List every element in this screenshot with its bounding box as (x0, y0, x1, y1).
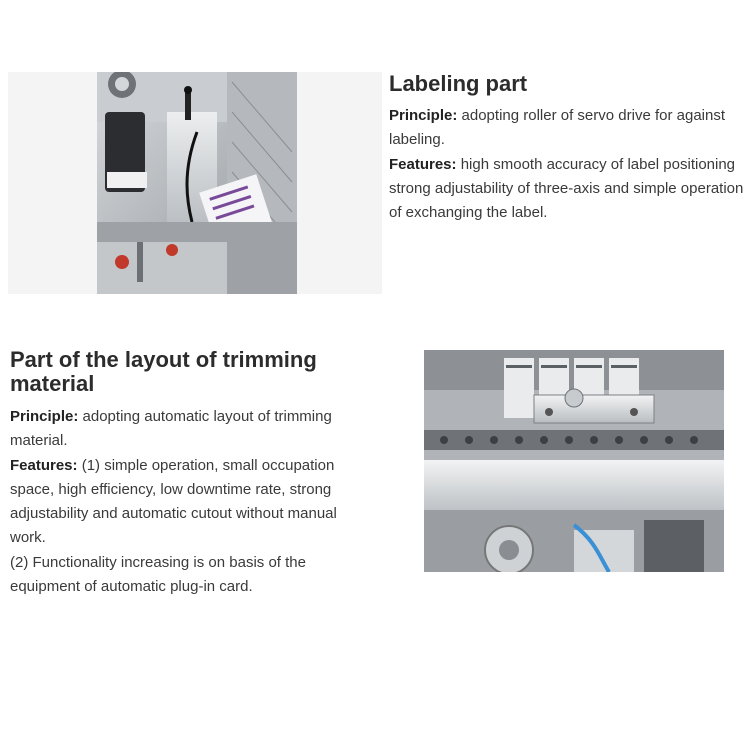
labeling-photo-background (8, 72, 382, 294)
trimming-description (10, 405, 370, 599)
features-label: Features: (10, 456, 78, 474)
trimming-extra: (2) Functionality increasing is on basis of the equipment of automatic plug-in card. (10, 553, 306, 596)
labeling-title: Labeling part (389, 71, 528, 96)
trimming-features (10, 454, 370, 551)
trimming-principle (10, 405, 370, 454)
principle-text: adopting automatic layout of trimming material. (10, 408, 332, 450)
principle-label: Principle: (389, 107, 458, 124)
labeling-description (389, 104, 750, 225)
principle-label: Principle: (10, 408, 79, 425)
principle-text: adopting roller of servo drive for against labeling. (389, 107, 726, 149)
labeling-principle (389, 104, 750, 153)
labeling-features (389, 153, 750, 226)
features-text: high smooth accuracy of label positioning strong adjustability of three-axis and simple operation of exchanging the label. (389, 155, 744, 222)
labeling-machine-photo (97, 72, 297, 294)
features-label: Features: (389, 155, 457, 173)
trimming-machine-photo (424, 350, 724, 572)
trimming-title: Part of the layout of trimming material (10, 347, 317, 396)
features-text: (1) simple operation, small occupation space, high efficiency, low downtime rate, strong adjustability and automatic cutout without manual work. (10, 456, 337, 547)
